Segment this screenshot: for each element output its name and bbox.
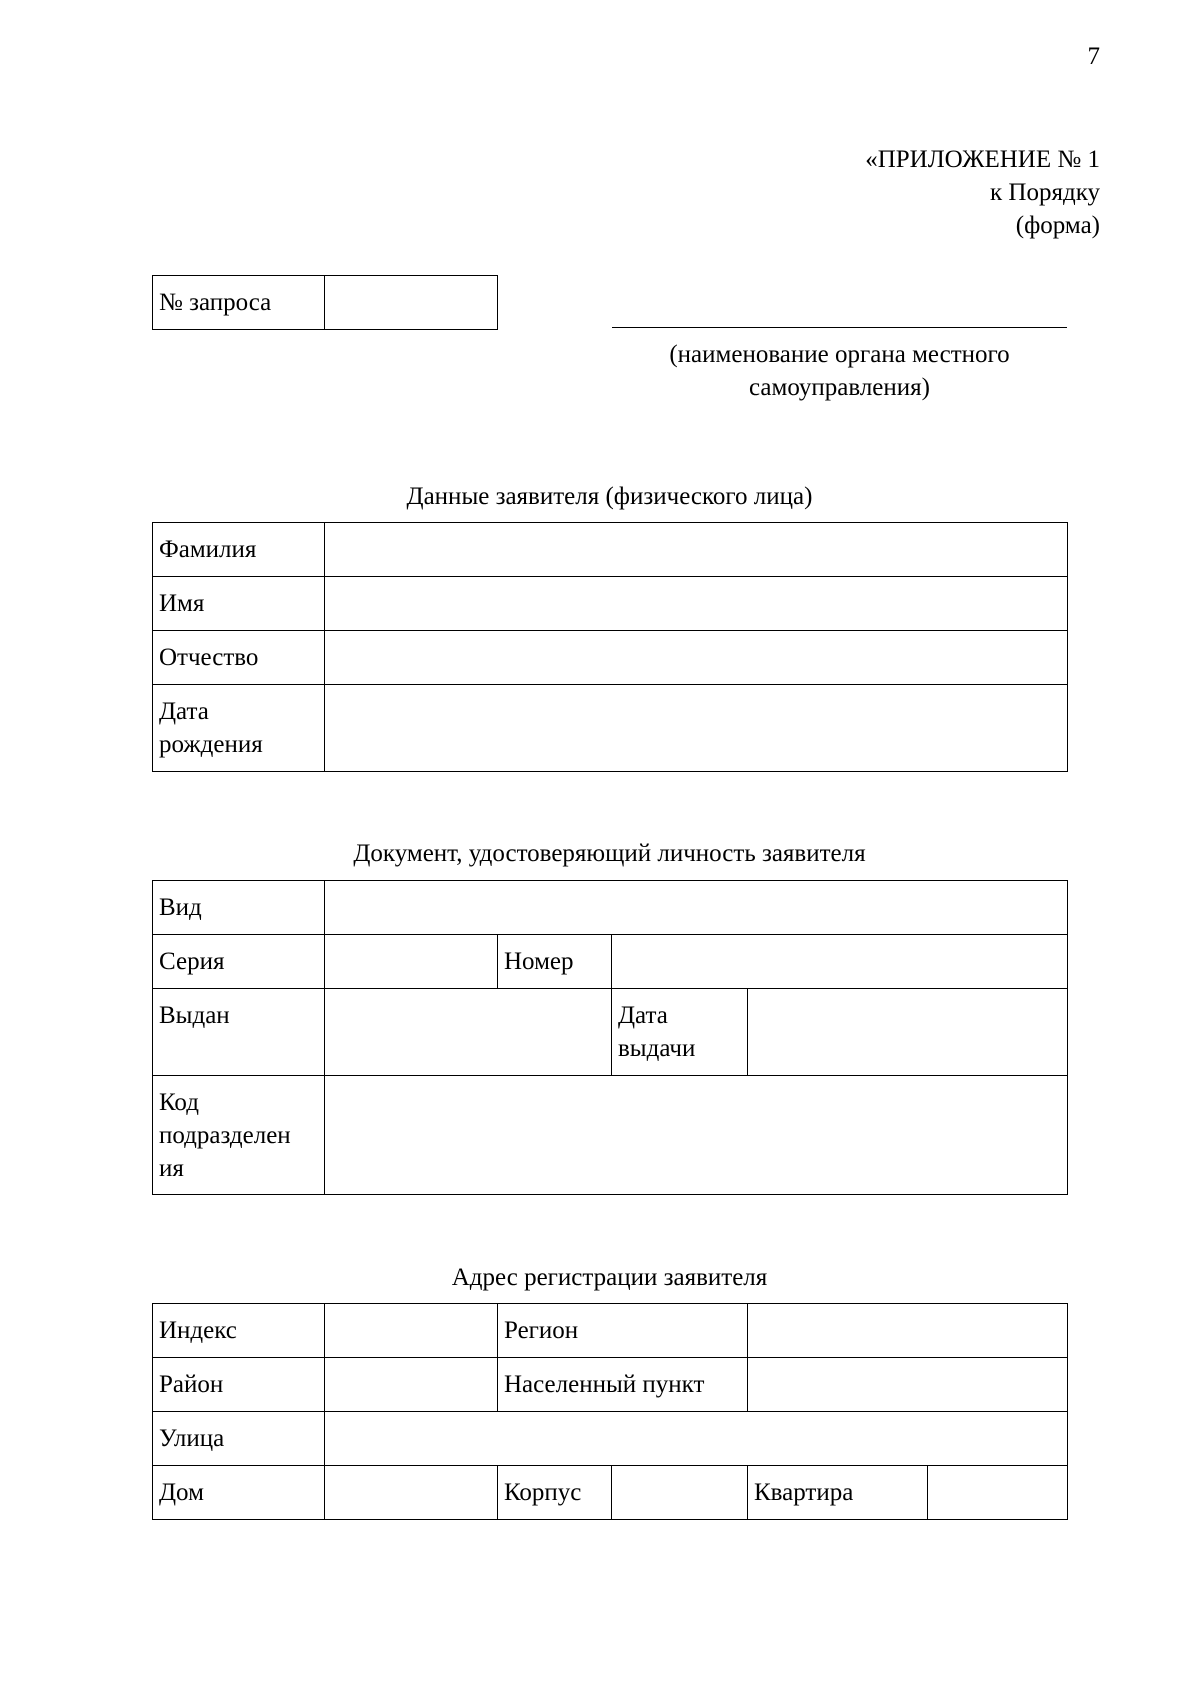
- personal-data-table: [152, 522, 1068, 772]
- district-field[interactable]: [325, 1358, 498, 1412]
- organization-caption: [612, 338, 1067, 404]
- street-label: Улица: [153, 1412, 325, 1466]
- region-label: Регион: [498, 1304, 748, 1358]
- request-number-field[interactable]: [325, 276, 498, 330]
- building-label: Корпус: [498, 1466, 612, 1520]
- request-number-label: № запроса: [153, 276, 325, 330]
- apartment-field[interactable]: [928, 1466, 1068, 1520]
- last-name-field[interactable]: [325, 523, 1068, 577]
- issue-date-label: [612, 989, 748, 1076]
- street-field[interactable]: [325, 1412, 1068, 1466]
- birth-date-label: [153, 685, 325, 772]
- identity-document-table: [152, 880, 1068, 1195]
- postal-index-field[interactable]: [325, 1304, 498, 1358]
- document-series-label: Серия: [153, 935, 325, 989]
- patronymic-label: Отчество: [153, 631, 325, 685]
- appendix-subtitle: к Порядку: [990, 179, 1100, 206]
- patronymic-field[interactable]: [325, 631, 1068, 685]
- document-series-field[interactable]: [325, 935, 498, 989]
- division-code-label: [153, 1076, 325, 1195]
- organization-caption-line1: (наименование органа местного: [669, 341, 1010, 368]
- birth-date-label-line2: рождения: [159, 731, 263, 758]
- organization-caption-line2: самоуправления): [749, 374, 930, 401]
- postal-index-label: Индекс: [153, 1304, 325, 1358]
- region-field[interactable]: [748, 1304, 1068, 1358]
- issued-by-field[interactable]: [325, 989, 612, 1076]
- document-type-label: Вид: [153, 881, 325, 935]
- division-code-label-line2: подразделен: [159, 1122, 291, 1149]
- appendix-title: «ПРИЛОЖЕНИЕ № 1: [865, 146, 1100, 173]
- organization-name-line[interactable]: [612, 327, 1067, 328]
- division-code-label-line1: Код: [159, 1089, 199, 1116]
- registration-address-table: [152, 1303, 1068, 1520]
- appendix-header: [700, 143, 1100, 242]
- birth-date-label-line1: Дата: [159, 698, 209, 725]
- issued-by-label: Выдан: [153, 989, 325, 1076]
- address-section-title: Адрес регистрации заявителя: [451, 1264, 768, 1291]
- request-number-table: [152, 275, 498, 330]
- first-name-field[interactable]: [325, 577, 1068, 631]
- document-number-label: Номер: [498, 935, 612, 989]
- document-section-title: Документ, удостоверяющий личность заявителя: [353, 840, 866, 867]
- issue-date-label-line2: выдачи: [618, 1035, 696, 1062]
- apartment-label: Квартира: [748, 1466, 928, 1520]
- document-number-field[interactable]: [612, 935, 1068, 989]
- document-type-field[interactable]: [325, 881, 1068, 935]
- birth-date-field[interactable]: [325, 685, 1068, 772]
- issue-date-label-line1: Дата: [618, 1002, 668, 1029]
- locality-label: Населенный пункт: [498, 1358, 748, 1412]
- last-name-label: Фамилия: [153, 523, 325, 577]
- house-label: Дом: [153, 1466, 325, 1520]
- first-name-label: Имя: [153, 577, 325, 631]
- house-field[interactable]: [325, 1466, 498, 1520]
- locality-field[interactable]: [748, 1358, 1068, 1412]
- building-field[interactable]: [612, 1466, 748, 1520]
- issue-date-field[interactable]: [748, 989, 1068, 1076]
- page-number: 7: [1087, 43, 1100, 70]
- personal-section-title: Данные заявителя (физического лица): [406, 483, 813, 510]
- appendix-form-note: (форма): [1015, 212, 1100, 239]
- district-label: Район: [153, 1358, 325, 1412]
- division-code-label-line3: ия: [159, 1155, 184, 1182]
- division-code-field[interactable]: [325, 1076, 1068, 1195]
